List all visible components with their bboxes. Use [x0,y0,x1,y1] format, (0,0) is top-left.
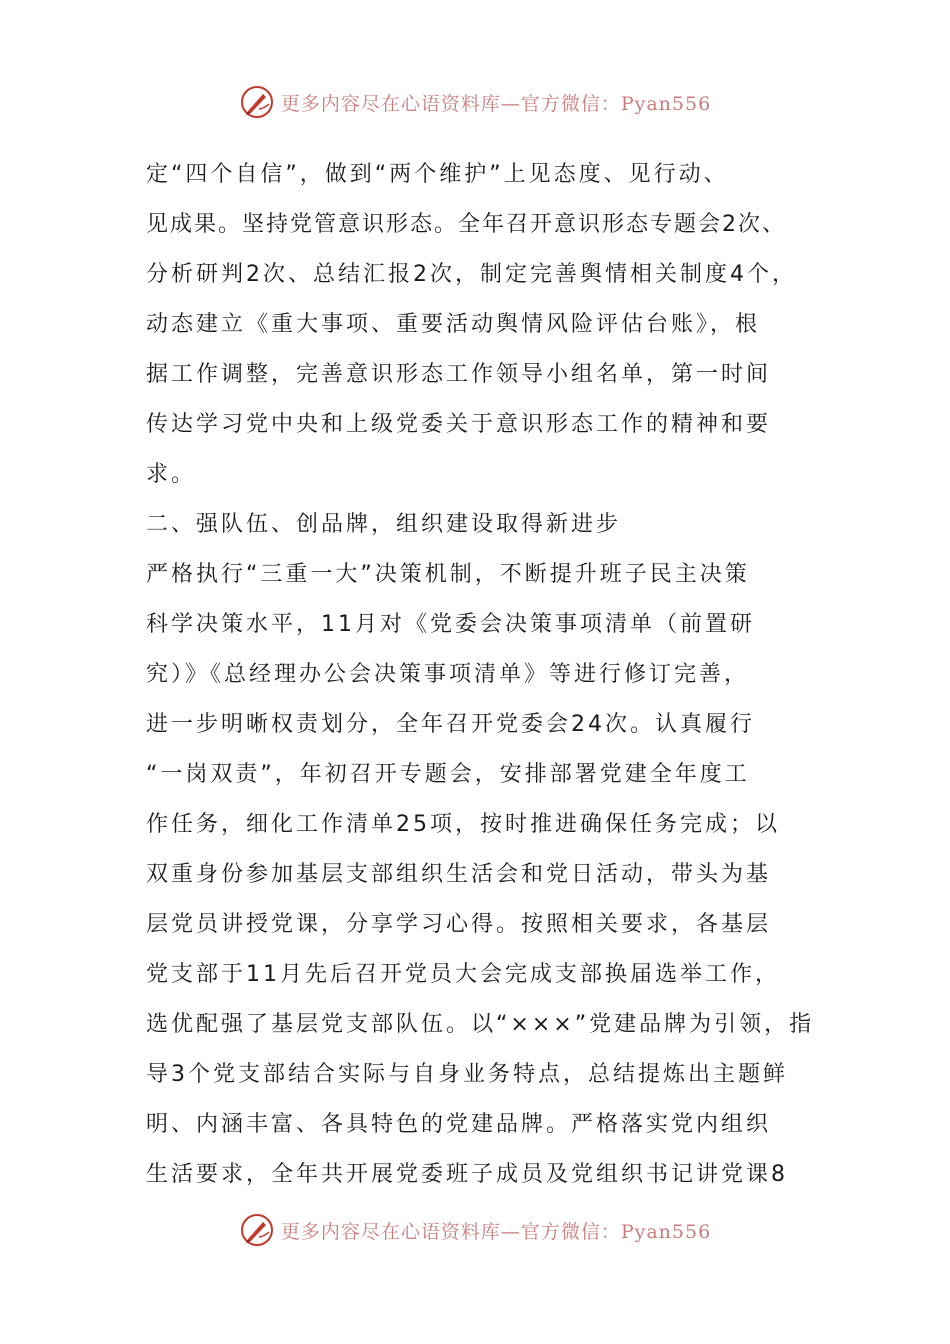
body-line: 选优配强了基层党支部队伍。以“×××”党建品牌为引领，指 [146,1012,815,1037]
body-line: 进一步明晰权责划分，全年召开党委会24次。认真履行 [146,712,755,737]
header-banner-text: 更多内容尽在心语资料库—官方微信：Pyan556 [280,92,712,115]
body-line: 动态建立《重大事项、重要活动舆情风险评估台账》，根 [146,312,761,337]
body-line: “一岗双责”，年初召开专题会，安排部署党建全年度工 [146,762,750,787]
body-line: 导3个党支部结合实际与自身业务特点，总结提炼出主题鲜 [146,1062,788,1087]
body-line: 党支部于11月先后召开党员大会完成支部换届选举工作， [146,962,780,987]
section-heading: 二、强队伍、创品牌，组织建设取得新进步 [146,512,622,537]
body-line: 明、内涵丰富、各具特色的党建品牌。严格落实党内组织 [146,1112,772,1137]
body-line: 严格执行“三重一大”决策机制，不断提升班子民主决策 [146,562,750,587]
body-line: 生活要求，全年共开展党委班子成员及党组织书记讲党课8 [146,1162,788,1187]
body-line: 求。 [146,462,197,487]
body-line: 作任务，细化工作清单25项，按时推进确保任务完成；以 [146,812,780,837]
pen-logo-icon [239,1212,275,1248]
footer-banner [0,1210,950,1250]
body-line: 分析研判2次、总结汇报2次，制定完善舆情相关制度4个， [146,262,797,287]
body-line: 定“四个自信”，做到“两个维护”上见态度、见行动、 [146,162,729,187]
body-line: 双重身份参加基层支部组织生活会和党日活动，带头为基 [146,862,772,887]
body-line: 究）》《总经理办公会决策事项清单》等进行修订完善， [146,662,750,687]
header-banner [0,82,950,122]
body-line: 层党员讲授党课，分享学习心得。按照相关要求，各基层 [146,912,772,937]
pen-logo-icon [239,84,275,120]
footer-banner-text: 更多内容尽在心语资料库—官方微信：Pyan556 [280,1220,712,1243]
body-line: 据工作调整，完善意识形态工作领导小组名单，第一时间 [146,362,772,387]
body-line: 传达学习党中央和上级党委关于意识形态工作的精神和要 [146,412,772,437]
document-body [146,150,826,1200]
body-line: 见成果。坚持党管意识形态。全年召开意识形态专题会2次、 [146,212,786,237]
body-line: 科学决策水平，11月对《党委会决策事项清单（前置研 [146,612,755,637]
